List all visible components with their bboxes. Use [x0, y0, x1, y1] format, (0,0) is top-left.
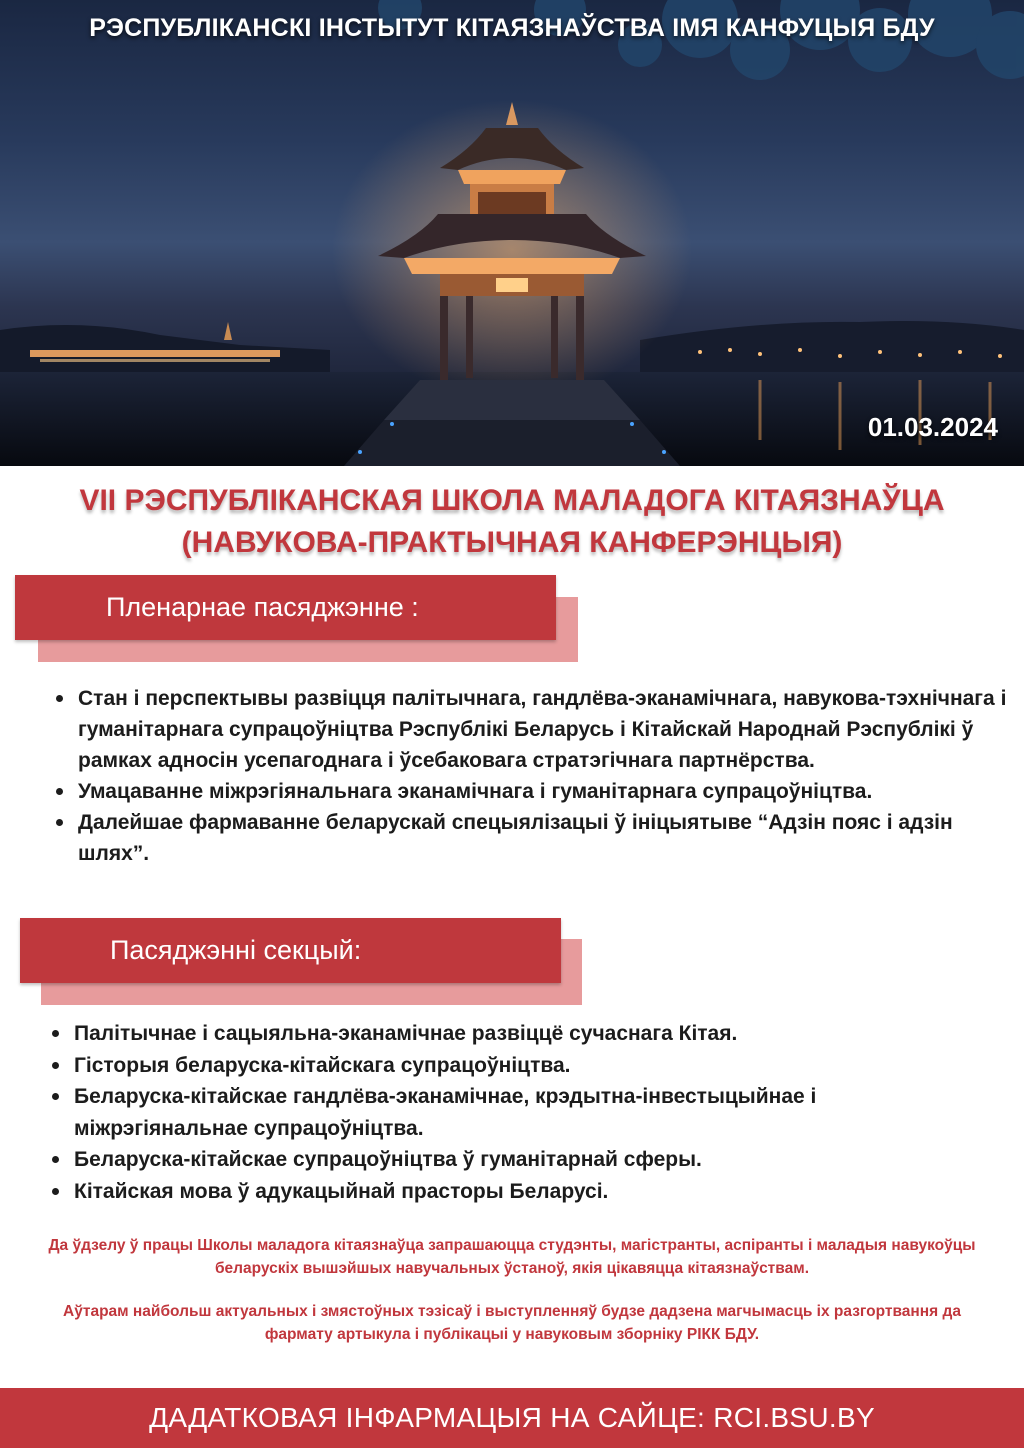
event-title-line2: (НАВУКОВА-ПРАКТЫЧНАЯ КАНФЕРЭНЦЫЯ) — [181, 526, 843, 559]
sections-banner-box — [20, 918, 561, 983]
footer-website-text[interactable]: ДАДАТКОВАЯ ІНФАРМАЦЫЯ НА САЙЦЕ: RCI.BSU.BY — [149, 1402, 875, 1433]
section-topics-list — [50, 1018, 950, 1207]
hero-image — [0, 0, 1024, 466]
plenary-topics-list — [54, 683, 1009, 869]
pavilion-night-illustration — [0, 0, 1024, 466]
publication-note: Аўтарам найбольш актуальных і змястоўных тэзісаў і выступленняў будзе дадзена магчымасць іх разгортвання да фармату артыкула і публікацыі у навуковым зборніку РІКК БДУ. — [63, 1303, 961, 1343]
plenary-topic: Далейшае фармаванне беларускай спецыялізацыі ў ініцыятыве “Адзін пояс і адзін шлях”. — [54, 807, 1009, 869]
event-title-line1: VII РЭСПУБЛІКАНСКАЯ ШКОЛА МАЛАДОГА КІТАЯЗНАЎЦА — [79, 484, 945, 517]
sections-heading: Пасяджэнні секцый: — [110, 935, 362, 965]
section-topic: Беларуска-кітайскае гандлёва-эканамічнае, крэдытна-інвестыцыйнае і міжрэгіянальнае супрацоўніцтва. — [50, 1081, 950, 1144]
plenary-heading: Пленарнае пасяджэнне : — [106, 592, 419, 622]
institute-title: РЭСПУБЛІКАНСКІ ІНСТЫТУТ КІТАЯЗНАЎСТВА ІМЯ КАНФУЦЫЯ БДУ — [89, 14, 935, 42]
plenary-banner-box — [15, 575, 556, 640]
section-topic: Палітычнае і сацыяльна-эканамічнае развіццё сучаснага Кітая. — [50, 1018, 950, 1050]
footer-bar — [0, 1388, 1024, 1448]
section-topic: Гісторыя беларуска-кітайскага супрацоўніцтва. — [50, 1050, 950, 1082]
plenary-topic: Стан і перспектывы развіцця палітычнага, гандлёва-эканамічнага, навукова-тэхнічнага і гуманітарнага супрацоўніцтва Рэспублікі Беларусь і Кітайскай Народнай Рэспублікі ў рамках адносін усепагоднага і ўсебаковага стратэгічнага партнёрства. — [54, 683, 1009, 776]
invitation-note: Да ўдзелу ў працы Школы маладога кітаязнаўца запрашаюцца студэнты, магістранты, аспіранты і маладыя навукоўцы беларускіх вышэйшых навучальных ўстаноў, якія цікавяцца кітаязнаўствам. — [48, 1237, 976, 1277]
section-topic: Кітайская мова ў адукацыйнай прасторы Беларусі. — [50, 1176, 950, 1208]
plenary-topic: Умацаванне міжрэгіянальнага эканамічнага і гуманітарнага супрацоўніцтва. — [54, 776, 1009, 807]
section-topic: Беларуска-кітайскае супрацоўніцтва ў гуманітарнай сферы. — [50, 1144, 950, 1176]
event-title — [0, 480, 1024, 564]
event-date: 01.03.2024 — [867, 412, 998, 442]
